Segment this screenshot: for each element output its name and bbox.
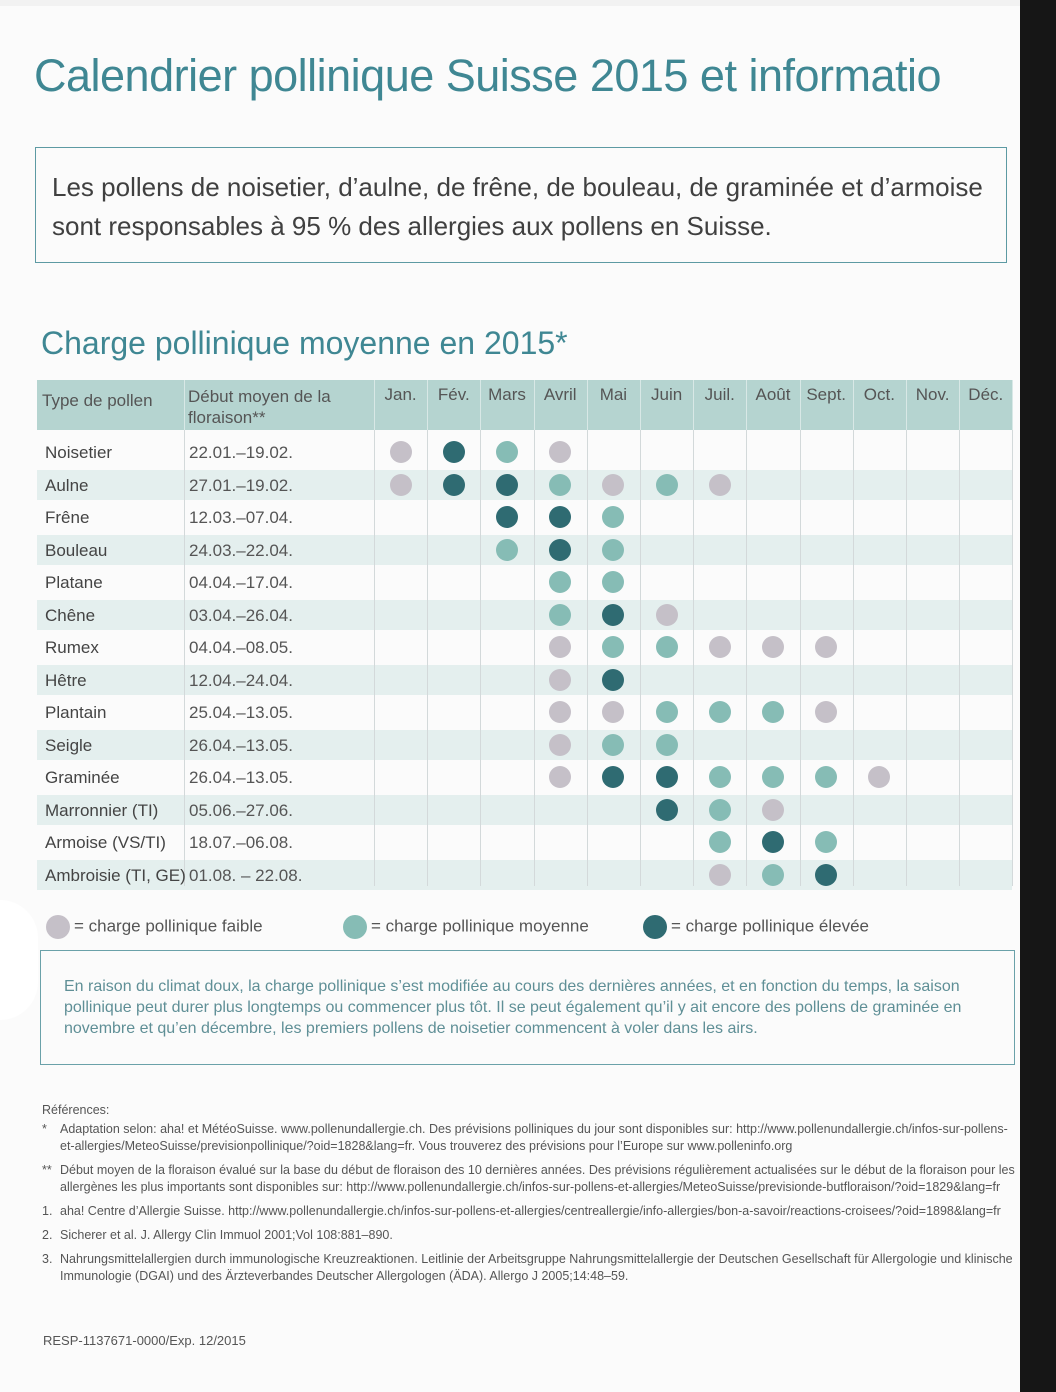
pollen-level-dot [602,571,624,593]
references-heading: Références: [42,1103,110,1117]
bloom-dates: 18.07.–06.08. [189,833,293,852]
pollen-level-dot [602,636,624,658]
bloom-dates: 12.04.–24.04. [189,670,293,690]
grid-line [853,430,854,886]
month-header: Jan. [384,385,417,404]
pollen-level-dot [602,766,624,788]
low-dot-icon [46,915,70,939]
header-debut: Début moyen de la floraison** [188,387,331,427]
reference-mark: 2. [42,1228,53,1242]
paper-top-edge [0,0,1056,6]
pollen-level-dot [549,441,571,463]
header-grid-line [184,380,185,430]
pollen-level-dot [496,539,518,561]
pollen-level-dot [656,474,678,496]
pollen-level-dot [762,636,784,658]
header-type: Type de pollen [42,391,153,410]
grid-line [746,430,747,886]
grid-line [640,430,641,886]
page-title: Calendrier pollinique Suisse 2015 et informatio [34,50,942,101]
reference-mark: ** [42,1163,52,1177]
header-grid-line [1012,380,1013,430]
month-header: Oct. [863,385,895,404]
pollen-level-dot [496,506,518,528]
pollen-name: Seigle [45,735,93,755]
legend-low [46,915,263,939]
bloom-dates: 04.04.–08.05. [189,638,293,657]
pollen-level-dot [549,734,571,756]
pollen-name: Frêne [45,508,90,527]
pollen-name: Noisetier [45,443,113,462]
pollen-level-dot [762,766,784,788]
pollen-level-dot [656,701,678,723]
medium-dot-icon [343,915,367,939]
pollen-level-dot [656,734,678,756]
grid-line [374,430,375,886]
bloom-dates: 24.03.–22.04. [189,540,293,560]
bloom-dates: 22.01.–19.02. [189,443,293,462]
intro-text: Les pollens de noisetier, d’aulne, de frêne, de bouleau, de graminée et d’armoise sont responsables à 95 % des allergies aux pollens en Suisse. [52,172,983,241]
bloom-dates: 26.04.–13.05. [189,735,293,755]
pollen-level-dot [709,474,731,496]
pollen-level-dot [709,701,731,723]
pollen-name: Rumex [45,638,99,657]
pollen-level-dot [709,864,731,886]
legend-medium-label: = charge pollinique moyenne [371,916,589,936]
note-text: En raison du climat doux, la charge pollinique s’est modifiée au cours des dernières années, et en fonction du temps, la saison pollinique peut durer plus longtemps ou commencer plus tôt. Il se peut également qu’il y ait encore des pollens de graminée en novembre et qu’en décembre, les premiers pollens de noisetier commencent à voler dans les airs. [64,978,962,1037]
grid-line [800,430,801,886]
reference-star1 [42,1121,1017,1155]
pollen-level-dot [602,734,624,756]
pollen-level-dot [549,766,571,788]
grid-line [693,430,694,886]
month-header: Août [755,385,791,404]
pollen-level-dot [602,506,624,528]
month-header: Avril [543,385,577,404]
legend-low-label: = charge pollinique faible [74,916,263,936]
pollen-level-dot [602,474,624,496]
pollen-level-dot [709,766,731,788]
paper-corner [0,900,38,1020]
pollen-level-dot [602,701,624,723]
month-header: Juil. [704,385,735,404]
pollen-level-dot [549,669,571,691]
grid-line [534,430,535,886]
pollen-level-dot [762,799,784,821]
pollen-name: Chêne [45,605,96,625]
pollen-level-dot [496,441,518,463]
month-header: Déc. [968,385,1004,404]
reference-text: Adaptation selon: aha! et MétéoSuisse. www.pollenundallergie.ch. Des prévisions polliniques du jour sont disponibles sur: http://www.pollenundallergie.ch/infos-sur-pollens-et-allergies/MeteoSuisse/previsionpollinique/?oid=1828&lang=fr. Vous trouverez des prévisions pour l’Europe sur www.polleninfo.org [60,1122,1008,1153]
reference-mark: 3. [42,1252,53,1266]
pollen-name: Bouleau [45,540,108,560]
pollen-level-dot [496,474,518,496]
pollen-level-dot [656,636,678,658]
legend-high [643,915,869,939]
reference-star2 [42,1162,1017,1196]
grid-line [427,430,428,886]
pollen-level-dot [602,669,624,691]
pollen-level-dot [549,474,571,496]
bloom-dates: 25.04.–13.05. [189,703,293,722]
pollen-name: Platane [45,573,103,592]
pollen-level-dot [390,474,412,496]
reference-mark: 1. [42,1204,53,1218]
pollen-calendar-table [37,378,1012,886]
legend-medium [343,915,589,939]
grid-line [959,430,960,886]
month-header: Juin [651,385,683,404]
section-title: Charge pollinique moyenne en 2015* [41,325,568,361]
pollen-level-dot [549,604,571,626]
pollen-name: Armoise (VS/TI) [45,833,166,852]
legend-high-label: = charge pollinique élevée [671,916,870,936]
bloom-dates: 12.03.–07.04. [189,508,293,527]
pollen-level-dot [762,831,784,853]
document-code: RESP-1137671-0000/Exp. 12/2015 [43,1333,246,1348]
bloom-dates: 03.04.–26.04. [189,605,293,625]
reference-3 [42,1251,1017,1285]
bloom-dates: 04.04.–17.04. [189,573,293,592]
month-header: Sept. [806,385,847,404]
month-header: Nov. [915,385,950,404]
bloom-dates: 01.08. – 22.08. [189,865,303,885]
pollen-level-dot [549,636,571,658]
pollen-name: Hêtre [45,670,87,690]
pollen-level-dot [443,474,465,496]
pollen-level-dot [602,539,624,561]
reference-text: Début moyen de la floraison évalué sur la base du début de floraison des 10 dernières années. Des prévisions régulièrement actualisées sur le début de la floraison pour les allergènes les plus importants sont disponibles sur: http://www.pollenundallergie.ch/infos-sur-pollens-et-allergies/MeteoSuisse/previsionde-butfloraison/?oid=1829&lang=fr [60,1163,1015,1194]
reference-text: Sicherer et al. J. Allergy Clin Immuol 2001;Vol 108:881–890. [60,1228,393,1242]
pollen-level-dot [815,701,837,723]
pollen-level-dot [709,799,731,821]
pollen-level-dot [815,864,837,886]
reference-1 [42,1203,1017,1220]
grid-line [480,430,481,886]
pollen-level-dot [815,831,837,853]
grid-line [587,430,588,886]
pollen-level-dot [709,831,731,853]
pollen-level-dot [815,766,837,788]
grid-line [1012,430,1013,886]
pollen-name: Marronnier (TI) [45,800,159,820]
pollen-level-dot [868,766,890,788]
pollen-level-dot [656,604,678,626]
bloom-dates: 27.01.–19.02. [189,475,293,495]
month-header: Mars [488,385,526,404]
pollen-level-dot [549,506,571,528]
month-header: Fév. [437,385,470,404]
bloom-dates: 26.04.–13.05. [189,768,293,787]
pollen-level-dot [815,636,837,658]
high-dot-icon [643,915,667,939]
reference-text: aha! Centre d’Allergie Suisse. http://www.pollenundallergie.ch/infos-sur-pollens-et-allergies/centreallergie/info-allergies/bon-a-savoir/reactions-croisees/?oid=1898&lang=fr [60,1204,1001,1218]
scan-dark-border [1020,0,1056,1392]
pollen-level-dot [709,636,731,658]
reference-2 [42,1227,1017,1244]
pollen-level-dot [549,539,571,561]
grid-line [906,430,907,886]
pollen-level-dot [762,864,784,886]
pollen-level-dot [762,701,784,723]
reference-text: Nahrungsmittelallergien durch immunologische Kreuzreaktionen. Leitlinie der Arbeitsgruppe Nahrungsmittelallergie der Deutschen Gesellschaft für Allergologie und klinische Immunologie (DGAI) und des Ärzteverbandes Deutscher Allergologen (ÄDA). Allergo J 2005;14:48–59. [60,1252,1013,1283]
pollen-level-dot [549,571,571,593]
pollen-name: Ambroisie (TI, GE) [45,865,186,885]
pollen-level-dot [656,766,678,788]
references [42,1102,1017,1285]
grid-line [184,430,185,886]
reference-mark: * [42,1122,47,1136]
pollen-level-dot [443,441,465,463]
month-header: Mai [599,385,628,404]
pollen-name: Aulne [45,475,89,495]
pollen-name: Graminée [45,768,120,787]
pollen-level-dot [656,799,678,821]
pollen-level-dot [549,701,571,723]
pollen-level-dot [390,441,412,463]
pollen-level-dot [602,604,624,626]
pollen-name: Plantain [45,703,107,722]
bloom-dates: 05.06.–27.06. [189,800,293,820]
